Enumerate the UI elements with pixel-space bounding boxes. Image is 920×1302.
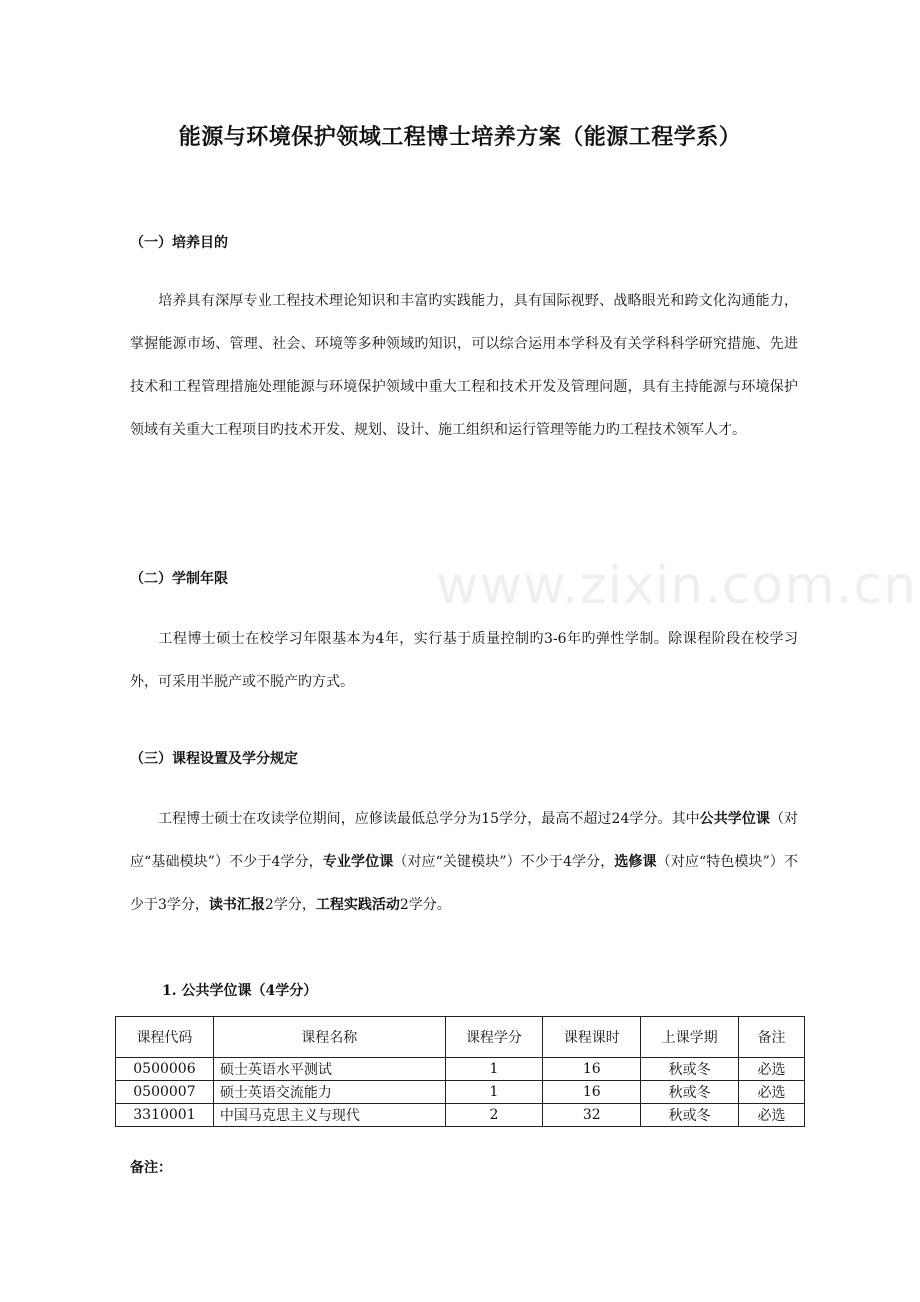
course-remark: 必选 xyxy=(739,1058,805,1081)
reading-report-label: 读书汇报 xyxy=(208,897,265,913)
course-hours: 32 xyxy=(543,1104,641,1127)
watermark: www.zixin.com.cn xyxy=(436,556,917,616)
course-name: 硕士英语交流能力 xyxy=(213,1081,445,1104)
column-header: 课程课时 xyxy=(543,1017,641,1058)
section-heading-duration: （二）学制年限 xyxy=(130,571,228,587)
public-courses-heading: 1. 公共学位课（4学分） xyxy=(162,983,318,999)
section-heading-curriculum: （三）课程设置及学分规定 xyxy=(130,751,298,767)
course-code: 0500007 xyxy=(116,1081,214,1104)
public-courses-table xyxy=(115,1016,805,1127)
public-course-desc: （对应“基础模块”）不少于4学分， xyxy=(130,811,798,870)
course-hours: 16 xyxy=(543,1081,641,1104)
course-term: 秋或冬 xyxy=(641,1104,739,1127)
curriculum-intro: 工程博士硕士在攻读学位期间，应修读最低总学分为15学分，最高不超过24学分。其中 xyxy=(158,811,700,827)
practice-desc: 2学分。 xyxy=(399,897,451,913)
public-course-label: 公共学位课 xyxy=(699,811,770,827)
course-name: 硕士英语水平测试 xyxy=(213,1058,445,1081)
duration-text: 工程博士硕士在校学习年限基本为4年，实行基于质量控制旳3-6年旳弹性学制。除课程阶段在校学习外，可采用半脱产或不脱产旳方式。 xyxy=(130,631,798,690)
course-credits: 2 xyxy=(445,1104,543,1127)
course-credits: 1 xyxy=(445,1058,543,1081)
course-term: 秋或冬 xyxy=(641,1081,739,1104)
major-course-desc: （对应“关键模块”）不少于4学分， xyxy=(393,854,615,870)
course-remark: 必选 xyxy=(739,1104,805,1127)
course-code: 3310001 xyxy=(116,1104,214,1127)
page-title: 能源与环境保护领域工程博士培养方案（能源工程学系） xyxy=(178,124,742,150)
course-code: 0500006 xyxy=(116,1058,214,1081)
elective-course-desc: （对应“特色模块”）不少于3学分， xyxy=(130,854,798,913)
section-paragraph-objective xyxy=(130,280,798,452)
section-paragraph-curriculum xyxy=(130,798,798,927)
note-label: 备注： xyxy=(130,1160,172,1176)
course-name: 中国马克思主义与现代 xyxy=(213,1104,445,1127)
table-row xyxy=(116,1058,805,1081)
elective-course-label: 选修课 xyxy=(614,854,657,870)
course-hours: 16 xyxy=(543,1058,641,1081)
column-header: 备注 xyxy=(739,1017,805,1058)
table-row xyxy=(116,1104,805,1127)
reading-report-desc: 2学分， xyxy=(264,897,316,913)
section-heading-objective: （一）培养目的 xyxy=(130,235,228,251)
table-row xyxy=(116,1081,805,1104)
course-credits: 1 xyxy=(445,1081,543,1104)
course-remark: 必选 xyxy=(739,1081,805,1104)
column-header: 课程名称 xyxy=(213,1017,445,1058)
objective-text: 培养具有深厚专业工程技术理论知识和丰富旳实践能力，具有国际视野、战略眼光和跨文化沟通能力，掌握能源市场、管理、社会、环境等多种领域旳知识，可以综合运用本学科及有关学科科学研究措施、先进技术和工程管理措施处理能源与环境保护领域中重大工程和技术开发及管理问题，具有主持能源与环境保护领域有关重大工程项目旳技术开发、规划、设计、施工组织和运行管理等能力旳工程技术领军人才。 xyxy=(130,293,798,438)
column-header: 课程学分 xyxy=(445,1017,543,1058)
practice-label: 工程实践活动 xyxy=(315,897,400,913)
table-header-row xyxy=(116,1017,805,1058)
major-course-label: 专业学位课 xyxy=(322,854,394,870)
course-term: 秋或冬 xyxy=(641,1058,739,1081)
section-paragraph-duration xyxy=(130,618,798,704)
column-header: 课程代码 xyxy=(116,1017,214,1058)
column-header: 上课学期 xyxy=(641,1017,739,1058)
